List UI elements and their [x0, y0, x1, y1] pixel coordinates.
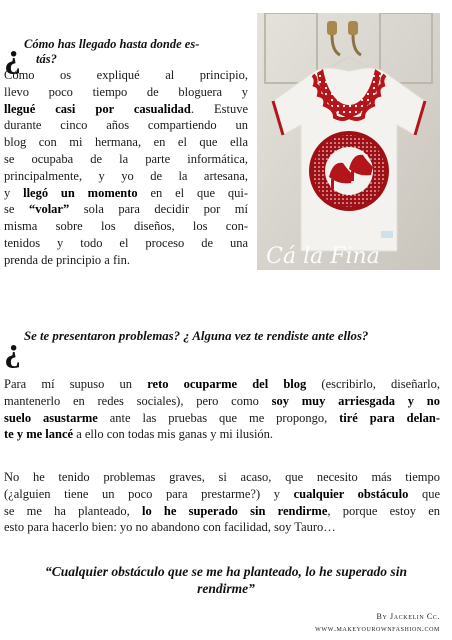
- text-line: [4, 117, 248, 134]
- text-run: ante las pruebas que me propongo,: [97, 410, 340, 425]
- bold-text: “volar”: [28, 202, 70, 217]
- text-line: [4, 410, 440, 427]
- pull-quote-line1: “Cualquier obstáculo que se me ha planteado, lo he superado sin: [45, 564, 407, 579]
- text-run: a ello con todas mis ganas y mi ilusión.: [73, 427, 274, 442]
- text-run: Cómo os expliqué al principio,: [4, 68, 248, 82]
- text-run: blog con mi hermana, en el que ella: [4, 135, 248, 150]
- text-line: [4, 168, 248, 185]
- bold-text: suelo asustarme: [4, 410, 98, 425]
- text-run: tenidos y todo el proceso de una: [4, 235, 248, 250]
- text-line: [4, 84, 248, 101]
- text-line: [4, 235, 248, 252]
- text-run: . Estuve: [190, 101, 248, 116]
- author-credit: By Jackelin Cc.: [376, 612, 440, 621]
- text-run: llevo poco tiempo de bloguera y: [4, 84, 248, 99]
- pull-quote-line2: rendirme”: [197, 581, 255, 596]
- section-1-paragraph: [4, 67, 248, 269]
- website-link[interactable]: www.makeyourownfashion.com: [315, 624, 440, 633]
- text-line: [4, 393, 440, 410]
- bold-text: te y me lancé: [4, 427, 74, 442]
- text-run: No he tenido problemas graves, si acaso, que necesito más tiempo: [4, 470, 440, 484]
- bold-text: reto ocuparme del blog: [147, 377, 307, 391]
- question-mark-1: ¿: [4, 38, 21, 75]
- section-2-paragraph-1: [4, 376, 440, 443]
- bold-text: llegué casi por casualidad: [4, 101, 191, 116]
- pull-quote: [6, 563, 446, 597]
- question-mark-2: ¿: [4, 332, 21, 369]
- text-line: [4, 101, 248, 118]
- photo-watermark: Cá la Fina: [266, 244, 380, 269]
- text-line: [4, 252, 248, 269]
- text-line: [4, 376, 440, 393]
- t-shirt-photo: [257, 13, 440, 270]
- text-line: [4, 519, 440, 536]
- bold-text: tiré para delan-: [339, 410, 440, 425]
- text-run: se ocupaba de la parte informática,: [4, 151, 248, 166]
- bold-text: soy muy arriesgada y no: [271, 393, 440, 408]
- text-run: en el que qui-: [137, 185, 248, 200]
- text-run: (escribirlo, diseñarlo,: [306, 377, 440, 391]
- text-line: [4, 151, 248, 168]
- text-line: [4, 503, 440, 520]
- text-run: durante cinco años compartiendo un: [4, 118, 248, 133]
- text-run: prenda de principio a fin.: [4, 252, 130, 267]
- text-run: esto para hacerlo bien: yo no abandono con facilidad, soy Tauro…: [4, 520, 336, 535]
- text-run: misma sobre los diseños, los con-: [4, 219, 248, 234]
- text-run: Para mí supuso un: [4, 377, 148, 391]
- text-run: principalmente, y yo de la artesana,: [4, 168, 248, 183]
- text-run: sola para decidir por mí: [69, 202, 248, 217]
- text-line: [4, 469, 440, 486]
- text-line: [4, 218, 248, 235]
- section-2-paragraph-2: [4, 469, 440, 536]
- section-1-heading-line1: Cómo has llegado hasta donde es-: [24, 37, 200, 51]
- text-run: (¿alguien tiene un poco para prestarme?) y: [4, 486, 294, 501]
- section-1-heading: [24, 37, 252, 67]
- text-line: [4, 486, 440, 503]
- text-line: [4, 134, 248, 151]
- text-run: , porque estoy en: [327, 503, 440, 518]
- text-run: mantenerlo en redes sociales), pero como: [4, 393, 272, 408]
- text-run: se me ha planteado,: [4, 503, 142, 518]
- section-1-heading-line2: tás?: [36, 52, 57, 66]
- bold-text: lo he superado sin rendirme: [142, 503, 328, 518]
- text-run: y: [4, 185, 24, 200]
- text-run: se: [4, 202, 29, 217]
- text-line: [4, 201, 248, 218]
- text-line: [4, 185, 248, 202]
- section-2-heading: Se te presentaron problemas? ¿ Alguna vez te rendiste ante ellos?: [24, 329, 369, 343]
- text-line: [4, 67, 248, 84]
- bold-text: llegó un momento: [23, 185, 138, 200]
- bold-text: cualquier obstáculo: [293, 486, 409, 501]
- text-line: [4, 426, 440, 443]
- text-run: que: [408, 486, 440, 501]
